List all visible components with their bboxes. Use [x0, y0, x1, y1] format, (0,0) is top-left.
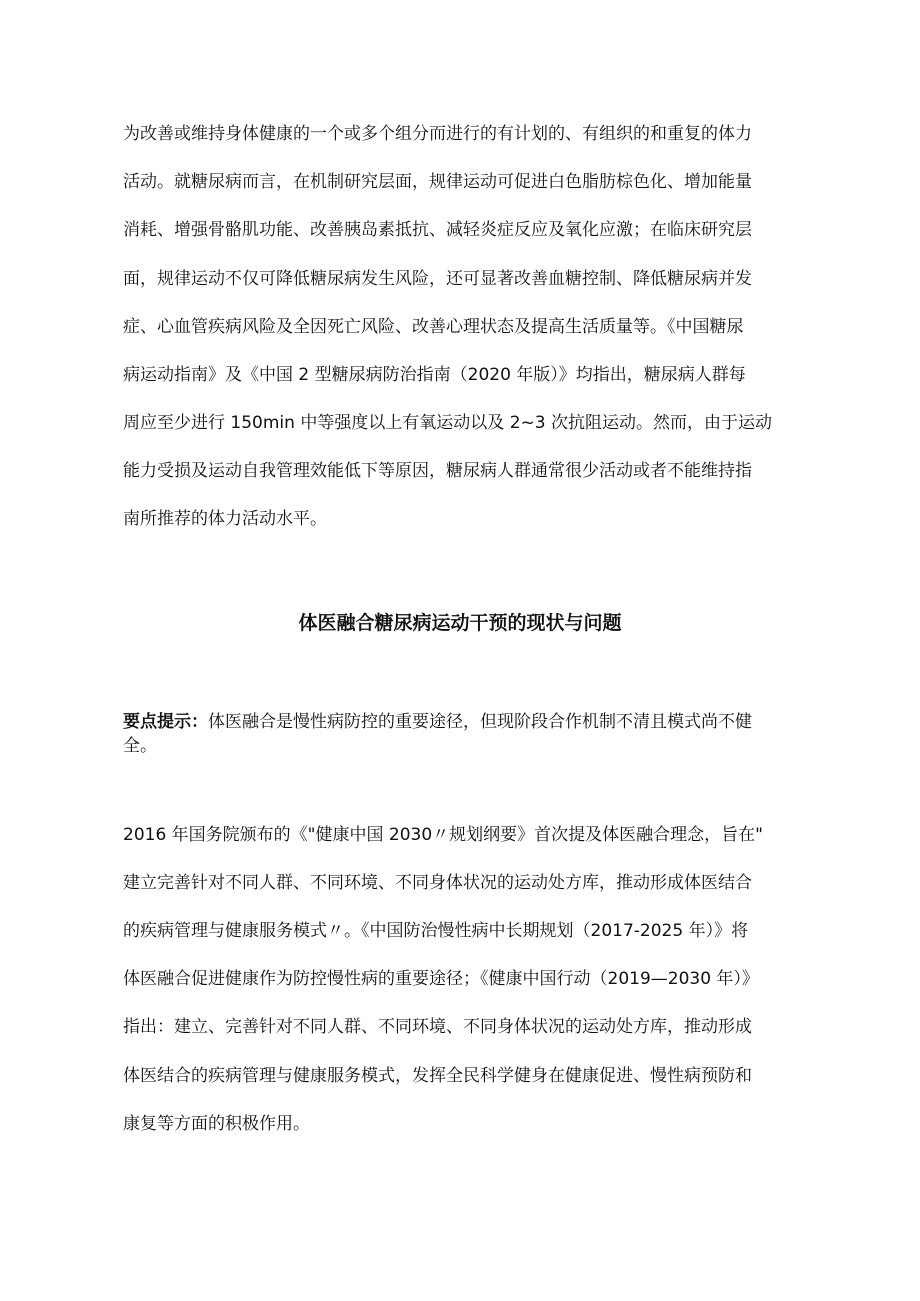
paragraph-line: 体医结合的疾病管理与健康服务模式，发挥全民科学健身在健康促进、慢性病预防和: [123, 1066, 752, 1086]
paragraph-line: 症、心血管疾病风险及全因死亡风险、改善心理状态及提高生活质量等。《中国糖尿: [123, 317, 744, 337]
key-point-line: 全。: [123, 736, 157, 756]
key-point-text: 体医融合是慢性病防控的重要途径，但现阶段合作机制不清且模式尚不健: [208, 712, 752, 732]
paragraph-line: 南所推荐的体力活动水平。: [123, 509, 327, 529]
paragraph-line: 病运动指南》及《中国 2 型糖尿病防治指南（2020 年版）》均指出，糖尿病人群每: [123, 365, 746, 385]
paragraph-line: 周应至少进行 150min 中等强度以上有氧运动以及 2~3 次抗阻运动。然而，由于运动: [123, 413, 772, 433]
paragraph-line: 康复等方面的积极作用。: [123, 1114, 310, 1134]
paragraph-line: 能力受损及运动自我管理效能低下等原因，糖尿病人群通常很少活动或者不能维持指: [123, 461, 752, 481]
paragraph-line: 建立完善针对不同人群、不同环境、不同身体状况的运动处方库，推动形成体医结合: [123, 873, 752, 893]
key-point-label: 要点提示：: [123, 712, 208, 732]
paragraph-line: 消耗、增强骨骼肌功能、改善胰岛素抵抗、减轻炎症反应及氧化应激；在临床研究层: [123, 220, 752, 240]
paragraph-line: 2016 年国务院颁布的《"健康中国 2030〃规划纲要》首次提及体医融合理念，旨在": [123, 825, 763, 845]
paragraph-line: 体医融合促进健康作为防控慢性病的重要途径；《健康中国行动（2019—2030 年）》: [123, 969, 759, 989]
paragraph-line: 面，规律运动不仅可降低糖尿病发生风险，还可显著改善血糖控制、降低糖尿病并发: [123, 269, 752, 289]
paragraph-line: 为改善或维持身体健康的一个或多个组分而进行的有计划的、有组织的和重复的体力: [123, 124, 752, 144]
paragraph-line: 指出：建立、完善针对不同人群、不同环境、不同身体状况的运动处方库，推动形成: [123, 1017, 752, 1037]
paragraph-line: 的疾病管理与健康服务模式〃。《中国防治慢性病中长期规划（2017-2025 年）》将: [123, 921, 749, 941]
section-heading: 体医融合糖尿病运动干预的现状与问题: [298, 612, 622, 634]
key-point-line: [123, 711, 752, 733]
paragraph-line: 活动。就糖尿病而言，在机制研究层面，规律运动可促进白色脂肪棕色化、增加能量: [123, 172, 752, 192]
